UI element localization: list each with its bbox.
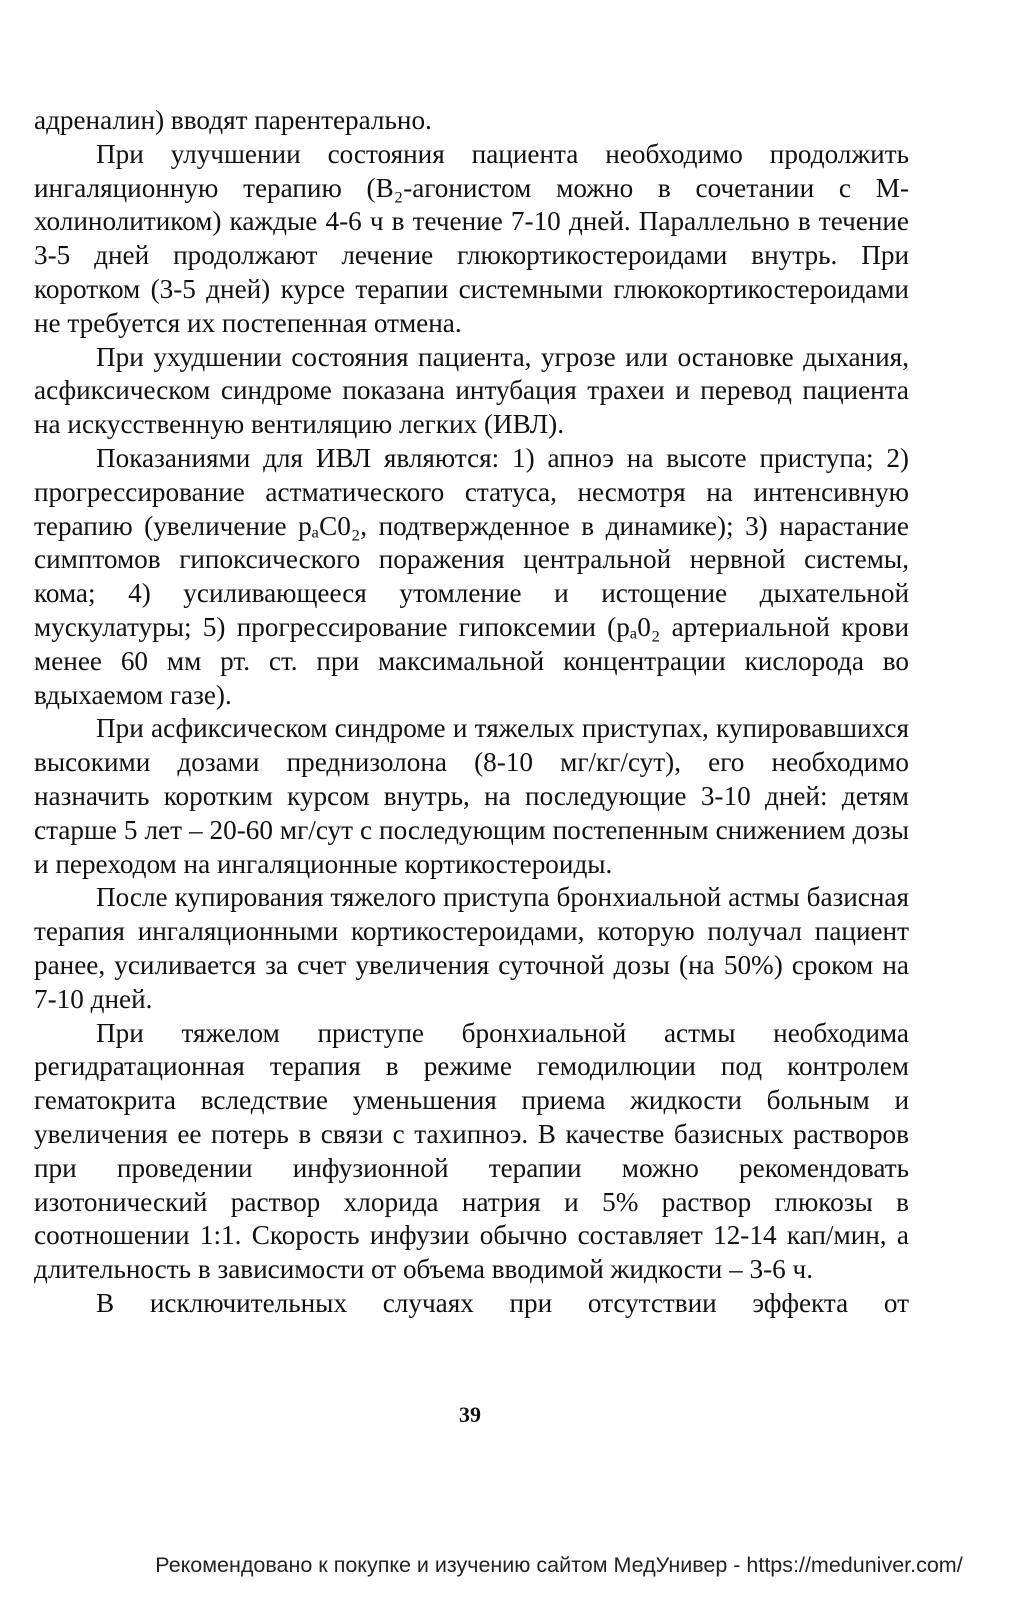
paragraph-rehydration: При тяжелом приступе бронхиальной астмы необходима регидратационная терапия в режиме гемодилюции под контролем гематокрита вследствие уменьшения приема жидкости больным и увеличения ее потерь в связи с тахипноэ. В качестве базисных растворов при проведении инфузионной терапии можно рекомендовать изотонический раствор хлорида натрия и 5% раствор глюкозы в соотношении 1:1. Скорость инфузии обычно составляет 12-14 кап/мин, а длительность в зависимости от объема вводимой жидкости – 3-6 ч.	[34, 1017, 909, 1285]
paragraph-ventilation-indications: Показаниями для ИВЛ являются: 1) апноэ на высоте приступа; 2) прогрессирование астматического статуса, несмотря на интенсивную терапию (увеличение pₐC0₂, подтвержденное в динамике); 3) нарастание симптомов гипоксического поражения центральной нервной системы, кома; 4) усиливающееся утомление и истощение дыхательной мускулатуры; 5) прогрессирование гипоксемии (pₐ0₂ артериальной крови менее 60 мм рт. ст. при максимальной концентрации кислорода во вдыхаемом газе).	[34, 442, 909, 710]
paragraph-basic-therapy: После купирования тяжелого приступа бронхиальной астмы базисная терапия ингаляционными кортикостероидами, которую получал пациент ранее, усиливается за счет увеличения суточной дозы (на 50%) сроком на 7-10 дней.	[34, 882, 909, 1014]
paragraph-improvement: При улучшении состояния пациента необходимо продолжить ингаляционную терапию (В₂-агонистом можно в сочетании с М-холинолитиком) каждые 4-6 ч в течение 7-10 дней. Параллельно в течение 3-5 дней продолжают лечение глюкортикостероидами внутрь. При коротком (3-5 дней) курсе терапии системными глюкокортикостероидами не требуется их постепенная отмена.	[34, 138, 909, 338]
footer-recommendation: Рекомендовано к покупке и изучению сайтом МедУнивер - https://meduniver.com/	[155, 1553, 963, 1577]
page-number: 39	[459, 1402, 481, 1427]
paragraph-asphyxic-syndrome: При асфиксическом синдроме и тяжелых приступах, купировавшихся высокими дозами преднизолона (8-10 мг/кг/сут), его необходимо назначить коротким курсом внутрь, на последующие 3-10 дней: детям старше 5 лет – 20-60 мг/сут с последующим постепенным снижением дозы и переходом на ингаляционные кортикостероиды.	[34, 713, 909, 879]
paragraph-deterioration: При ухудшении состояния пациента, угрозе или остановке дыхания, асфиксическом синдроме показана интубация трахеи и перевод пациента на искусственную вентиляцию легких (ИВЛ).	[34, 341, 909, 440]
paragraph-exceptional-cases: В исключительных случаях при отсутствии эффекта от	[96, 1287, 909, 1318]
paragraph-continuation: адреналин) вводят парентерально.	[34, 105, 432, 135]
page-body	[34, 104, 909, 1321]
